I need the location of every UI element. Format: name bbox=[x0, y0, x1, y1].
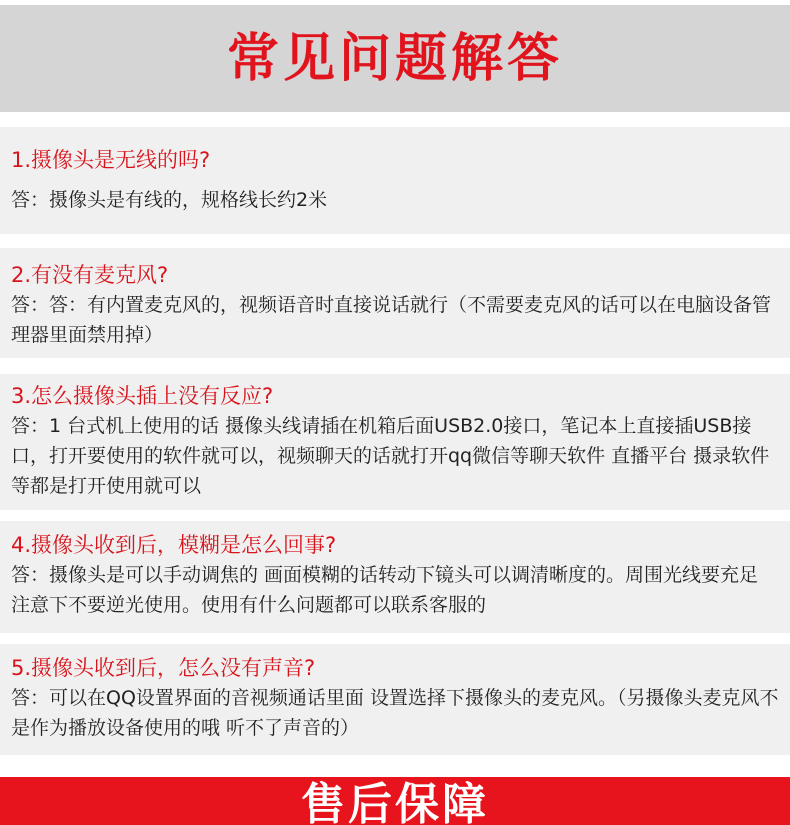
faq-item-5 bbox=[0, 644, 790, 755]
after-sales-banner bbox=[0, 777, 790, 825]
faq-item-3 bbox=[0, 374, 790, 510]
faq-question: 5.摄像头收到后，怎么没有声音? bbox=[11, 656, 316, 680]
faq-header-band bbox=[0, 5, 790, 112]
faq-answer: 答：摄像头是有线的，规格线长约2米 bbox=[11, 189, 328, 211]
faq-question: 3.怎么摄像头插上没有反应? bbox=[11, 384, 274, 408]
faq-answer: 答：可以在QQ设置界面的音视频通话里面 设置选择下摄像头的麦克风。（另摄像头麦克风不是作为播放设备使用的哦 听不了声音的） bbox=[11, 687, 779, 739]
faq-item-4 bbox=[0, 521, 790, 633]
faq-question: 4.摄像头收到后，模糊是怎么回事? bbox=[11, 533, 337, 557]
faq-item-1 bbox=[0, 127, 790, 234]
page-title: 常见问题解答 bbox=[226, 27, 563, 89]
faq-answer: 答：1 台式机上使用的话 摄像头线请插在机箱后面USB2.0接口，笔记本上直接插USB接口，打开要使用的软件就可以，视频聊天的话就打开qq微信等聊天软件 直播平台 摄录软件等都是打开使用就可以 bbox=[11, 415, 770, 497]
faq-question: 2.有没有麦克风? bbox=[11, 263, 169, 287]
faq-answer: 答：摄像头是可以手动调焦的 画面模糊的话转动下镜头可以调清晰度的。周围光线要充足 注意下不要逆光使用。使用有什么问题都可以联系客服的 bbox=[11, 564, 759, 616]
faq-question: 1.摄像头是无线的吗? bbox=[11, 148, 211, 172]
faq-answer: 答：答：有内置麦克风的，视频语音时直接说话就行（不需要麦克风的话可以在电脑设备管理器里面禁用掉） bbox=[11, 294, 772, 346]
after-sales-title: 售后保障 bbox=[301, 779, 489, 825]
faq-item-2 bbox=[0, 248, 790, 358]
